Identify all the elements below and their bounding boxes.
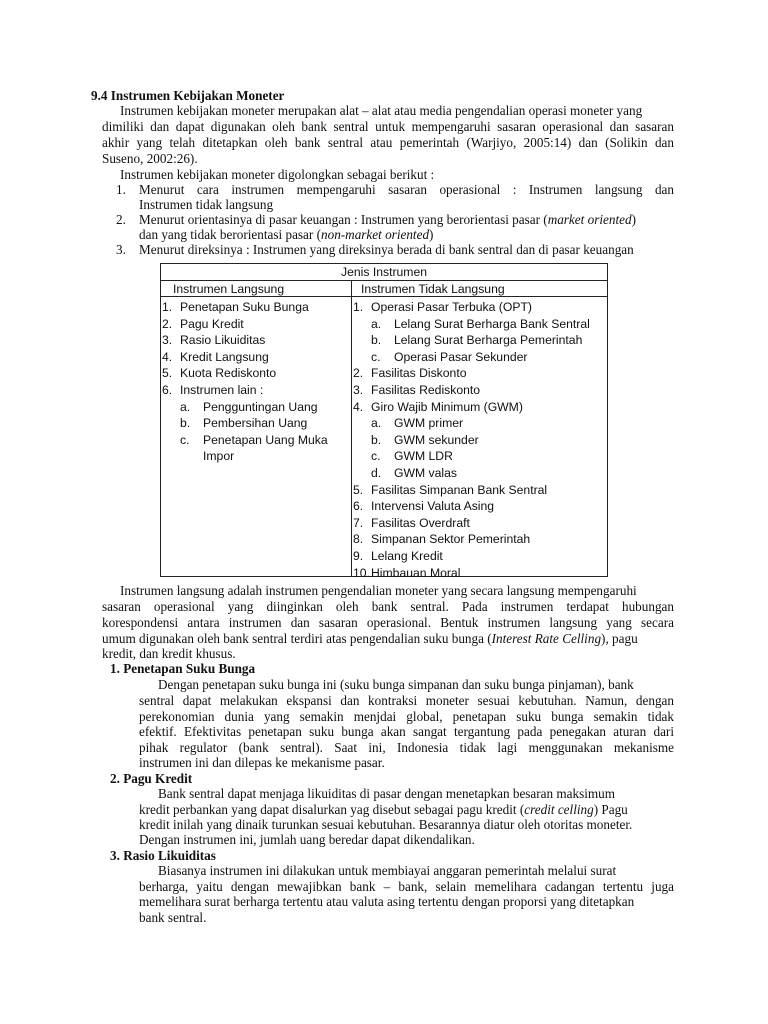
table-item-text: Operasi Pasar Terbuka (OPT)	[371, 300, 532, 314]
table-item-number: d.	[371, 465, 382, 480]
table-item-text: Fasilitas Rediskonto	[371, 382, 481, 397]
table-item-number: 3.	[353, 382, 364, 397]
table-row	[353, 299, 607, 316]
paragraph-line: Bank sentral dapat menjaga likuiditas di pasar dengan menetapkan besaran maksimum	[158, 786, 616, 801]
table-item-text: Instrumen lain :	[180, 382, 264, 397]
table-item-number: 6.	[162, 382, 173, 397]
table-item-number: b.	[371, 432, 382, 447]
paragraph-line: efektif. Efektivitas penetapan suku bunga akan sangat tergantung pada penegakan aturan dari	[139, 724, 674, 739]
table-item-number: 4.	[162, 349, 173, 364]
table-column-divider	[351, 281, 352, 576]
table-item-number: a.	[371, 316, 382, 331]
subsection-heading: 1. Penetapan Suku Bunga	[110, 661, 256, 676]
paragraph-line: korespondensi antara instrumen dan sasaran operasional. Bentuk instrumen langsung yang secara	[102, 615, 674, 630]
table-row	[353, 332, 607, 349]
table-column-right	[353, 299, 607, 581]
table-title: Jenis Instrumen	[340, 265, 428, 279]
table-item-number: 2.	[353, 366, 364, 381]
instrument-table	[160, 263, 608, 580]
table-item-number: b.	[371, 333, 382, 348]
table-row	[353, 498, 607, 515]
paragraph-line: pihak regulator (bank sentral). Saat ini, Indonesia tidak lagi menggunakan mekanisme	[139, 740, 674, 755]
table-item-text: Lelang Kredit	[371, 548, 443, 563]
table-row	[162, 448, 348, 465]
paragraph-line: akhir yang telah ditetapkan oleh bank sentral atau pemerintah (Warjiyo, 2005:14) dan (Solikin dan	[102, 135, 674, 150]
paragraph-line: instrumen ini dan dilepas ke mekanisme pasar.	[139, 755, 385, 770]
table-header-left: Instrumen Langsung	[173, 282, 285, 296]
table-item-number: 5.	[353, 482, 364, 497]
table-row	[353, 548, 607, 565]
table-item-number: 1.	[162, 300, 173, 314]
table-item-number: 8.	[353, 532, 364, 547]
table-row	[353, 399, 607, 416]
table-item-number: 3.	[162, 333, 173, 348]
table-item-text: Fasilitas Overdraft	[371, 515, 470, 530]
table-row	[353, 482, 607, 499]
subsection-heading: 2. Pagu Kredit	[110, 771, 193, 786]
table-item-text: Impor	[203, 449, 235, 464]
table-item-number: c.	[371, 349, 381, 364]
table-row	[162, 415, 348, 432]
paragraph-line: Instrumen langsung adalah instrumen pengendalian moneter yang secara langsung mempengaruhi	[120, 583, 637, 598]
table-item-text: Fasilitas Diskonto	[371, 366, 467, 381]
paragraph-line: bank sentral.	[139, 910, 207, 925]
table-item-text: GWM valas	[394, 465, 457, 480]
table-item-text: GWM LDR	[394, 449, 453, 464]
table-item-text: Kuota Rediskonto	[180, 366, 277, 381]
table-item-text: Giro Wajib Minimum (GWM)	[371, 399, 523, 414]
paragraph-line: memelihara surat berharga tertentu atau valuta asing tertentu dengan proporsi yang ditetapkan	[139, 894, 635, 909]
table-item-text: Intervensi Valuta Asing	[371, 499, 495, 514]
section-title: 9.4 Instrumen Kebijakan Moneter	[91, 88, 285, 103]
table-row	[162, 299, 348, 316]
table-row	[353, 365, 607, 382]
table-item-text: Operasi Pasar Sekunder	[394, 349, 528, 364]
table-row	[353, 515, 607, 532]
table-row	[353, 465, 607, 482]
table-row	[162, 365, 348, 382]
table-row	[353, 448, 607, 465]
table-item-number: 7.	[353, 515, 364, 530]
list-item-text: Instrumen tidak langsung	[139, 197, 274, 212]
table-item-number: a.	[180, 399, 191, 414]
table-item-text: Rasio Likuiditas	[180, 333, 266, 348]
table-item-text: GWM sekunder	[394, 432, 479, 447]
classification-intro: Instrumen kebijakan moneter digolongkan sebagai berikut :	[120, 167, 435, 182]
table-item-text: Lelang Surat Berharga Bank Sentral	[394, 316, 590, 331]
table-item-number: c.	[371, 449, 381, 464]
table-item-number: 4.	[353, 399, 364, 414]
table-item-number: 6.	[353, 499, 364, 514]
table-row	[162, 332, 348, 349]
paragraph-line: perekonomian dunia yang semakin menjdai global, penetapan suku bunga semakin tidak	[139, 709, 674, 724]
table-item-number: a.	[371, 416, 382, 431]
table-item-text: Penetapan Uang Muka	[203, 432, 328, 447]
table-item-text: Pengguntingan Uang	[203, 399, 318, 414]
table-item-text: GWM primer	[394, 416, 464, 431]
table-row	[353, 382, 607, 399]
table-item-text: Lelang Surat Berharga Pemerintah	[394, 333, 583, 348]
table-row	[162, 316, 348, 333]
list-item-text: Menurut direksinya : Instrumen yang direksinya berada di bank sentral dan di pasar keuangan	[139, 242, 634, 257]
list-item-text: Menurut orientasinya di pasar keuangan : Instrumen yang berorientasi pasar (market oriented)	[139, 212, 636, 227]
paragraph-line: umum digunakan oleh bank sentral terdiri atas pengendalian suku bunga (Interest Rate Celling), pagu	[102, 631, 638, 646]
paragraph-line: kredit inilah yang dinaik turunkan sesuai kebutuhan. Besarannya diatur oleh otoritas moneter.	[139, 817, 633, 832]
table-item-number: 10.	[353, 565, 370, 580]
paragraph-line: kredit perbankan yang dapat disalurkan yag disebut sebagai pagu kredit (credit celling) Pagu	[139, 802, 628, 817]
subsection-heading: 3. Rasio Likuiditas	[110, 848, 216, 863]
paragraph-line: berharga, yaitu dengan mewajibkan bank – bank, selain memelihara cadangan tertentu juga	[139, 879, 674, 894]
list-number: 3.	[116, 242, 126, 257]
table-row	[162, 382, 348, 399]
table-item-text: Penetapan Suku Bunga	[180, 300, 309, 314]
paragraph-line: Biasanya instrumen ini dilakukan untuk membiayai anggaran pemerintah melalui surat	[158, 863, 617, 878]
paragraph-line: dimiliki dan dapat digunakan oleh bank sentral untuk mempengaruhi sasaran operasional dan sasaran	[102, 119, 674, 134]
table-item-text: Pembersihan Uang	[203, 416, 308, 431]
table-header-right: Instrumen Tidak Langsung	[361, 282, 505, 296]
table-item-text: Himbauan Moral	[371, 565, 461, 580]
list-item-text: Menurut cara instrumen mempengaruhi sasaran operasional : Instrumen langsung dan	[139, 182, 674, 197]
paragraph-line: Dengan instrumen ini, jumlah uang beredar dapat dikendalikan.	[139, 832, 475, 847]
table-row	[353, 415, 607, 432]
table-row	[353, 565, 607, 582]
paragraph-line: Dengan penetapan suku bunga ini (suku bunga simpanan dan suku bunga pinjaman), bank	[158, 677, 634, 692]
table-row	[162, 432, 348, 449]
paragraph-line: kredit, dan kredit khusus.	[102, 646, 236, 661]
table-item-text: Kredit Langsung	[180, 349, 269, 364]
table-item-text: Fasilitas Simpanan Bank Sentral	[371, 482, 548, 497]
paragraph-line: sentral dapat melakukan ekspansi dan kontraksi moneter sesuai kebutuhan. Namun, dengan	[139, 693, 674, 708]
table-item-number: 1.	[353, 300, 364, 314]
table-item-number: 5.	[162, 366, 173, 381]
table-item-number: c.	[180, 432, 190, 447]
table-divider	[161, 296, 607, 297]
paragraph-line: Instrumen kebijakan moneter merupakan alat – alat atau media pengendalian operasi moneter yang	[120, 103, 643, 118]
paragraph-line: sasaran operasional yang diinginkan oleh bank sentral. Pada instrumen terdapat hubungan	[102, 599, 674, 614]
list-number: 1.	[116, 182, 126, 197]
table-row	[162, 399, 348, 416]
list-item-text: dan yang tidak berorientasi pasar (non-market oriented)	[139, 227, 434, 242]
table-item-number: 2.	[162, 316, 173, 331]
table-column-left	[162, 299, 348, 465]
table-item-text: Simpanan Sektor Pemerintah	[371, 532, 531, 547]
table-item-number: 9.	[353, 548, 364, 563]
table-item-number: b.	[180, 416, 191, 431]
paragraph-line: Suseno, 2002:26).	[102, 151, 198, 166]
table-row	[353, 316, 607, 333]
list-number: 2.	[116, 212, 126, 227]
table-row	[353, 349, 607, 366]
table-row	[162, 349, 348, 366]
table-row	[353, 432, 607, 449]
table-row	[353, 531, 607, 548]
table-item-text: Pagu Kredit	[180, 316, 244, 331]
